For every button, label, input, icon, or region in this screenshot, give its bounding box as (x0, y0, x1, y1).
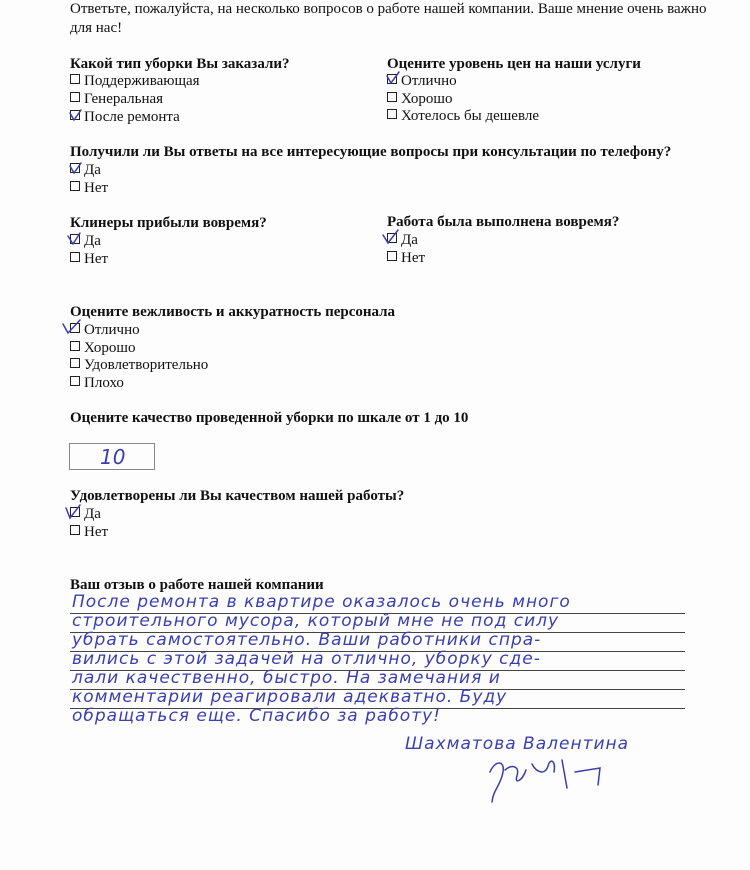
question-cleaning-type: Какой тип уборки Вы заказали? (70, 56, 290, 72)
option-phone-yes[interactable]: Да (70, 161, 101, 179)
review-text-line: строительного мусора, который мне не под силу (72, 611, 560, 631)
review-text-line: вились с этой задачей на отлично, уборку сде- (72, 649, 541, 669)
option-satisfied-no[interactable]: Нет (70, 523, 108, 541)
option-price-excellent[interactable]: Отлично (387, 72, 457, 90)
option-cleaning-general[interactable]: Генеральная (70, 90, 163, 108)
option-phone-no[interactable]: Нет (70, 179, 108, 197)
option-politeness-good[interactable]: Хорошо (70, 339, 135, 357)
option-politeness-satisfactory[interactable]: Удовлетворительно (70, 356, 208, 374)
question-price-level: Оцените уровень цен на наши услуги (387, 56, 641, 72)
option-politeness-excellent[interactable]: Отлично (70, 321, 140, 339)
option-done-yes[interactable]: Да (387, 231, 418, 249)
option-arrived-no[interactable]: Нет (70, 250, 108, 268)
review-text-line: убрать самостоятельно. Ваши работники спра- (72, 630, 542, 650)
option-price-good[interactable]: Хорошо (387, 90, 452, 108)
question-staff-politeness: Оцените вежливость и аккуратность персонала (70, 304, 396, 320)
option-arrived-yes[interactable]: Да (70, 232, 101, 250)
question-quality-score: Оцените качество проведенной уборки по шкале от 1 до 10 (70, 410, 469, 426)
question-phone-consultation: Получили ли Вы ответы на все интересующие вопросы при консультации по телефону? (70, 144, 672, 160)
review-text-line: комментарии реагировали адекватно. Буду (72, 687, 508, 707)
review-title: Ваш отзыв о работе нашей компании (70, 577, 324, 593)
option-cleaning-after-repair[interactable]: После ремонта (70, 108, 180, 126)
option-done-no[interactable]: Нет (387, 249, 425, 267)
question-satisfied: Удовлетворены ли Вы качеством нашей работы? (70, 488, 405, 504)
option-cleaning-maintenance[interactable]: Поддерживающая (70, 72, 200, 90)
review-author: Шахматова Валентина (405, 734, 630, 754)
option-politeness-bad[interactable]: Плохо (70, 374, 124, 392)
option-price-cheaper[interactable]: Хотелось бы дешевле (387, 107, 539, 125)
review-text-line: После ремонта в квартире оказалось очень много (72, 592, 571, 612)
review-text-line: лали качественно, быстро. На замечания и (72, 668, 501, 688)
option-satisfied-yes[interactable]: Да (70, 505, 101, 523)
question-done-on-time: Работа была выполнена вовремя? (387, 214, 620, 230)
survey-intro: Ответьте, пожалуйста, на несколько вопросов о работе нашей компании. Ваше мнение очень важно для нас! (70, 1, 707, 36)
score-value: 10 (100, 445, 126, 469)
question-arrived-on-time: Клинеры прибыли вовремя? (70, 215, 267, 231)
review-text-line: обращаться еще. Спасибо за работу! (72, 706, 441, 726)
